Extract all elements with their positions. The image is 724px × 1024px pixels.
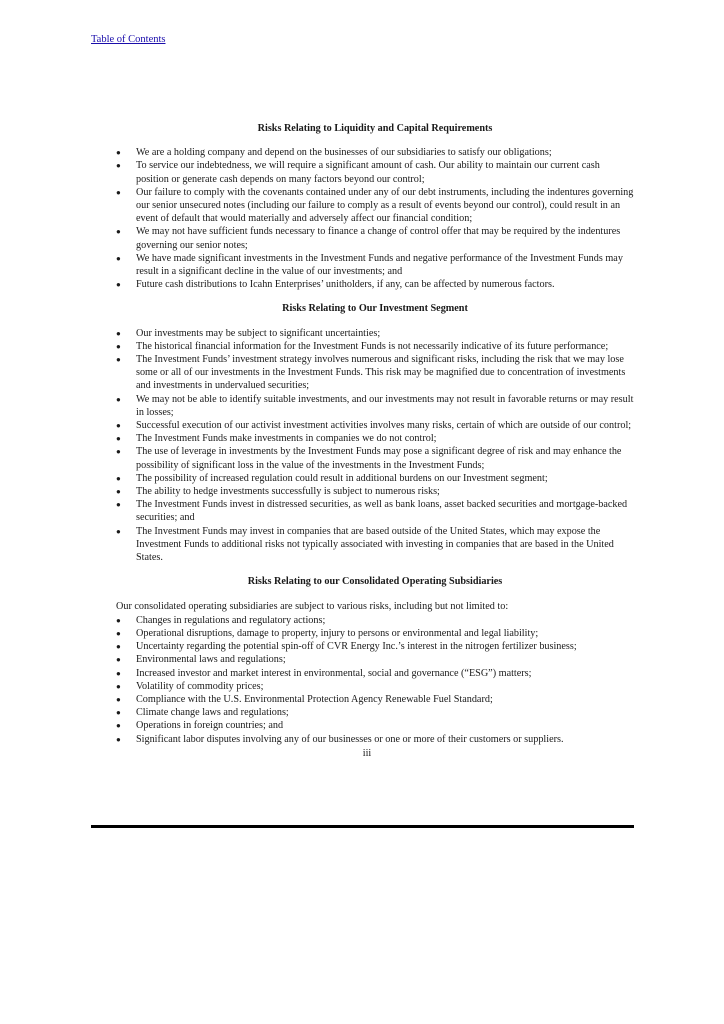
page-number: iii — [362, 747, 372, 759]
risk-list — [116, 614, 634, 746]
list-item — [116, 472, 634, 485]
bullet-icon: ● — [116, 328, 121, 338]
list-item-text: We have made significant investments in the Investment Funds and negative performance of the Investment Funds may result in a significant decline in the value of our investments; and — [136, 252, 623, 278]
bullet-icon: ● — [116, 253, 121, 263]
list-item-text: We may not have sufficient funds necessary to finance a change of control offer that may be required by the indentures governing our senior notes; — [136, 226, 621, 251]
list-item — [116, 627, 634, 640]
list-item — [116, 706, 634, 719]
table-of-contents-link[interactable]: Table of Contents — [91, 34, 166, 45]
bullet-icon: ● — [116, 628, 121, 638]
bullet-icon: ● — [116, 280, 121, 290]
list-item-text: To service our indebtedness, we will require a significant amount of cash. Our ability to maintain our current cash position or generate cash depends on many factors beyond our control; — [136, 160, 600, 185]
list-item — [116, 498, 634, 524]
section-operating-subsidiaries — [116, 575, 634, 745]
list-item-text: Significant labor disputes involving any of our businesses or one or more of their customers or suppliers. — [136, 733, 564, 745]
bullet-icon: ● — [116, 341, 121, 351]
bullet-icon: ● — [116, 421, 121, 431]
list-item — [116, 445, 634, 471]
list-item — [116, 353, 634, 393]
list-item-text: The Investment Funds make investments in companies we do not control; — [136, 433, 437, 445]
list-item-text: Operations in foreign countries; and — [136, 720, 284, 732]
bullet-icon: ● — [116, 708, 121, 718]
list-item — [116, 485, 634, 498]
list-item-text: The historical financial information for the Investment Funds is not necessarily indicative of its future performance; — [136, 340, 609, 352]
list-item — [116, 278, 634, 291]
bullet-icon: ● — [116, 148, 121, 158]
bullet-icon: ● — [116, 721, 121, 731]
bullet-icon: ● — [116, 355, 121, 365]
list-item-text: Environmental laws and regulations; — [136, 654, 286, 666]
list-item — [116, 159, 634, 185]
list-item — [116, 653, 634, 666]
section-intro: Our consolidated operating subsidiaries are subject to various risks, including but not limited to: — [116, 600, 509, 612]
risk-list — [116, 327, 634, 565]
list-item-text: The possibility of increased regulation could result in additional burdens on our Investment segment; — [136, 472, 548, 484]
list-item-text: The Investment Funds invest in distressed securities, as well as bank loans, asset backed securities and mortgage-backed securities; and — [136, 499, 628, 524]
risk-list — [116, 146, 634, 291]
page-divider — [91, 825, 634, 828]
bullet-icon: ● — [116, 161, 121, 171]
list-item — [116, 680, 634, 693]
bullet-icon: ● — [116, 694, 121, 704]
bullet-icon: ● — [116, 500, 121, 510]
list-item-text: The Investment Funds’ investment strategy involves numerous and significant risks, including the risk that we may lose some or all of our investments in the Investment Funds. This risk may be magnified due to concentration of investments and investments in undervalued securities; — [136, 354, 626, 392]
list-item — [116, 432, 634, 445]
list-item — [116, 393, 634, 419]
list-item-text: Changes in regulations and regulatory actions; — [136, 614, 326, 626]
bullet-icon: ● — [116, 668, 121, 678]
list-item — [116, 719, 634, 732]
list-item — [116, 733, 634, 746]
list-item-text: The ability to hedge investments successfully is subject to numerous risks; — [136, 486, 440, 498]
list-item-text: Successful execution of our activist investment activities involves many risks, certain of which are outside of our control; — [136, 420, 632, 432]
bullet-icon: ● — [116, 526, 121, 536]
list-item — [116, 252, 634, 278]
document-body — [116, 122, 634, 760]
list-item — [116, 640, 634, 653]
list-item-text: Increased investor and market interest in environmental, social and governance (“ESG”) matters; — [136, 667, 532, 679]
list-item — [116, 340, 634, 353]
list-item — [116, 186, 634, 226]
list-item — [116, 667, 634, 680]
list-item — [116, 614, 634, 627]
list-item — [116, 146, 634, 159]
list-item-text: The Investment Funds may invest in companies that are based outside of the United States, which may expose the Investment Funds to additional risks not typically associated with investing in companies that are based in the United States. — [136, 525, 614, 564]
bullet-icon: ● — [116, 434, 121, 444]
list-item-text: The use of leverage in investments by the Investment Funds may pose a significant degree of risk and may enhance the possibility of significant loss in the value of the investments in the Investment Funds; — [136, 446, 622, 471]
list-item — [116, 419, 634, 432]
list-item-text: Future cash distributions to Icahn Enterprises’ unitholders, if any, can be affected by numerous factors. — [136, 279, 555, 291]
bullet-icon: ● — [116, 447, 121, 457]
list-item — [116, 525, 634, 565]
section-liquidity-capital — [116, 122, 634, 291]
list-item-text: Volatility of commodity prices; — [136, 680, 264, 692]
bullet-icon: ● — [116, 734, 121, 744]
section-heading: Risks Relating to Liquidity and Capital Requirements — [257, 123, 493, 134]
list-item — [116, 225, 634, 251]
bullet-icon: ● — [116, 615, 121, 625]
bullet-icon: ● — [116, 473, 121, 483]
list-item-text: We may not be able to identify suitable investments, and our investments may not result in favorable returns or may result in losses; — [136, 393, 634, 418]
list-item-text: Our investments may be subject to significant uncertainties; — [136, 327, 381, 339]
bullet-icon: ● — [116, 487, 121, 497]
bullet-icon: ● — [116, 394, 121, 404]
list-item-text: We are a holding company and depend on the businesses of our subsidiaries to satisfy our obligations; — [136, 147, 552, 159]
list-item-text: Uncertainty regarding the potential spin-off of CVR Energy Inc.’s interest in the nitrogen fertilizer business; — [136, 641, 577, 653]
section-heading: Risks Relating to our Consolidated Operating Subsidiaries — [247, 576, 503, 588]
section-investment-segment — [116, 302, 634, 564]
list-item-text: Operational disruptions, damage to property, injury to persons or environmental and legal liability; — [136, 627, 539, 639]
list-item-text: Our failure to comply with the covenants contained under any of our debt instruments, including the indentures governing our senior unsecured notes (including our failure to comply as a result of events beyond our control), could result in an event of default that would materially and adversely affect our financial condition; — [136, 186, 634, 225]
list-item-text: Climate change laws and regulations; — [136, 707, 289, 719]
list-item-text: Compliance with the U.S. Environmental Protection Agency Renewable Fuel Standard; — [136, 693, 493, 705]
list-item — [116, 693, 634, 706]
bullet-icon: ● — [116, 642, 121, 652]
bullet-icon: ● — [116, 227, 121, 237]
bullet-icon: ● — [116, 655, 121, 665]
list-item — [116, 327, 634, 340]
bullet-icon: ● — [116, 187, 121, 197]
bullet-icon: ● — [116, 681, 121, 691]
section-heading: Risks Relating to Our Investment Segment — [282, 303, 468, 315]
